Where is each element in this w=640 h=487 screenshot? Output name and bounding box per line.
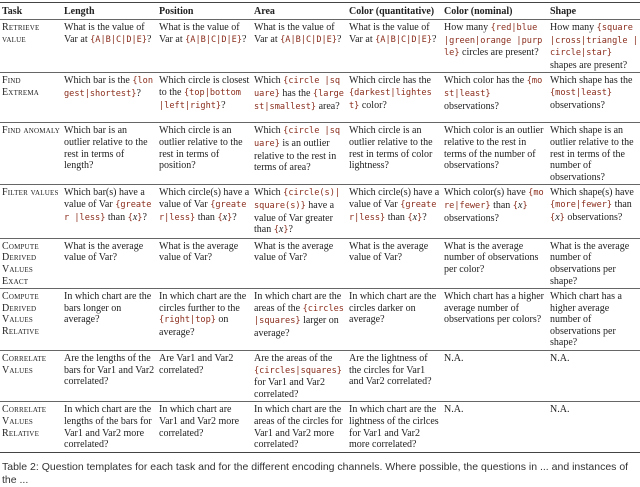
template-text: ?	[432, 33, 437, 45]
template-text: ?	[242, 33, 247, 45]
template-placeholder: {red|blue |green|orange |purple}	[444, 23, 543, 59]
table-header-row	[0, 3, 640, 20]
question-template	[347, 123, 442, 185]
template-text: What is the average value of Var?	[159, 240, 239, 264]
template-placeholder: }	[227, 212, 233, 223]
template-text: Which shape has the	[550, 75, 633, 87]
template-text: Which chart has a higher average number of observations per shape?	[550, 291, 622, 349]
question-template	[157, 73, 252, 123]
task-name: Correlate Values Relative	[2, 404, 47, 439]
template-placeholder: {top|bottom |left|right}	[159, 87, 241, 111]
template-placeholder: {circle(s)| square(s)}	[254, 188, 341, 211]
template-placeholder: {most|least}	[550, 87, 613, 98]
template-text: Which	[254, 75, 284, 87]
template-placeholder: }	[522, 200, 528, 211]
question-template	[442, 185, 548, 238]
question-template	[252, 289, 347, 351]
template-text: N.A.	[444, 353, 464, 365]
template-text: Which color is an outlier relative to the rest in terms of the number of observations?	[444, 125, 544, 172]
question-template	[252, 73, 347, 123]
template-placeholder: {greater |less}	[64, 199, 152, 223]
template-placeholder: {circles|squares}	[254, 365, 342, 376]
template-text: N.A.	[550, 404, 570, 416]
template-text: What is the average number of observations per shape?	[550, 240, 630, 287]
question-template	[548, 20, 640, 73]
template-text: area?	[316, 100, 340, 112]
question-template	[347, 20, 442, 73]
question-template	[347, 351, 442, 402]
template-placeholder: }	[417, 212, 423, 223]
question-template	[548, 73, 640, 123]
question-template	[347, 185, 442, 238]
template-placeholder: {	[407, 212, 413, 223]
math-variable: x	[555, 211, 560, 223]
question-template	[157, 20, 252, 73]
question-template	[157, 123, 252, 185]
question-template	[157, 185, 252, 238]
template-text: larger on average?	[254, 315, 339, 339]
table-row	[0, 185, 640, 238]
table-row	[0, 402, 640, 452]
question-template	[62, 238, 157, 288]
question-template	[62, 402, 157, 452]
question-template	[157, 238, 252, 288]
template-placeholder: {A|B|C|D|E}	[375, 34, 433, 45]
template-text: In which chart are Var1 and Var2 more correlated?	[159, 404, 240, 439]
template-placeholder: {largest|smallest}	[254, 88, 344, 112]
template-text: Are the areas of the	[254, 353, 333, 365]
template-text: What is the average value of Var?	[64, 240, 144, 264]
template-placeholder: {	[273, 225, 279, 236]
template-placeholder: }	[283, 225, 289, 236]
question-template	[347, 289, 442, 351]
template-text: Which color has the	[444, 75, 527, 87]
template-text: What is the average value of Var?	[254, 240, 334, 264]
question-template	[252, 185, 347, 238]
template-text: ?	[232, 211, 237, 223]
question-template	[548, 185, 640, 238]
template-text: Which circle is closest to the	[159, 75, 250, 98]
task-name: Find Extrema	[2, 75, 40, 98]
template-placeholder: {circle |square}	[254, 76, 341, 99]
question-template	[442, 402, 548, 452]
template-text: N.A.	[550, 353, 570, 365]
template-text: In which chart are the lengths of the bars for Var1 and Var2 more correlated?	[64, 404, 152, 451]
template-placeholder: {darkest|lightest}	[349, 87, 432, 111]
template-text: have a value of Var greater than	[254, 199, 335, 236]
template-placeholder: {	[512, 200, 518, 211]
template-placeholder: {more|fewer}	[550, 199, 613, 210]
template-text: Which shape is an outlier relative to the rest in terms of the number of observations?	[550, 125, 634, 183]
template-text: observations?	[550, 99, 605, 111]
question-template	[252, 238, 347, 288]
template-text: What is the average value of Var?	[349, 240, 429, 264]
template-text: In which chart are the circles darker on average?	[349, 291, 437, 326]
template-text: In which chart are the areas of the circles for Var1 and Var2 more correlated?	[254, 404, 343, 451]
template-text: observations?	[444, 212, 499, 224]
template-text: circles are present?	[459, 47, 539, 59]
task-name: Compute Derived Values Relative	[2, 291, 40, 337]
question-template	[62, 123, 157, 185]
template-placeholder: {greater|less}	[349, 199, 437, 223]
question-template	[347, 73, 442, 123]
template-text: Which shape(s) have	[550, 187, 634, 199]
template-placeholder: {A|B|C|D|E}	[185, 34, 243, 45]
question-template	[442, 20, 548, 73]
question-template	[442, 123, 548, 185]
column-header: Color (nominal)	[444, 6, 513, 17]
template-text: ?	[147, 33, 152, 45]
question-template	[157, 402, 252, 452]
template-text: Which bar(s) have a value of Var	[64, 187, 145, 210]
question-template	[252, 351, 347, 402]
task-name: Retrieve value	[2, 22, 40, 45]
column-header: Task	[2, 6, 23, 17]
question-template	[252, 20, 347, 73]
template-placeholder: {	[127, 212, 133, 223]
question-template	[548, 238, 640, 288]
question-template	[157, 351, 252, 402]
template-text: than	[195, 211, 218, 223]
question-template	[62, 20, 157, 73]
template-placeholder: {square |cross|triangle |circle|star}	[550, 23, 638, 59]
template-text: Which circle has the	[349, 75, 431, 87]
template-text: ?	[337, 33, 342, 45]
template-text: Which bar is the	[64, 75, 133, 87]
template-text: In which chart are the areas of the	[254, 291, 342, 314]
question-template	[548, 402, 640, 452]
question-template	[62, 289, 157, 351]
template-text: In which chart are the circles further to the	[159, 291, 247, 314]
template-text: observations?	[444, 100, 499, 112]
template-text: Which	[254, 125, 284, 137]
template-text: ?	[142, 211, 147, 223]
template-text: ?	[288, 224, 293, 236]
template-text: color?	[359, 99, 387, 111]
template-text: shapes are present?	[550, 59, 628, 71]
column-header: Shape	[550, 6, 577, 17]
question-template	[62, 185, 157, 238]
template-text: observations?	[564, 211, 623, 223]
template-placeholder: {most|least}	[444, 76, 543, 99]
template-text: What is the average number of observations per color?	[444, 240, 539, 275]
template-text: Which	[254, 187, 284, 199]
table-row	[0, 20, 640, 73]
math-variable: x	[278, 224, 284, 236]
template-placeholder: {more|fewer}	[444, 188, 544, 211]
table-row	[0, 289, 640, 351]
math-variable: x	[222, 211, 228, 223]
template-text: What is the value of Var at	[254, 22, 335, 45]
template-placeholder: }	[137, 212, 143, 223]
task-name: Compute Derived Values Exact	[2, 240, 39, 287]
question-template	[62, 73, 157, 123]
question-template	[252, 402, 347, 452]
template-text: ?	[422, 211, 427, 223]
task-name: Find anomaly	[2, 125, 60, 137]
math-variable: x	[412, 211, 418, 223]
template-placeholder: {	[217, 212, 223, 223]
question-templates-table	[0, 2, 640, 453]
template-text: What is the value of Var at	[64, 22, 145, 45]
template-text: What is the value of Var at	[159, 22, 240, 45]
template-text: Are Var1 and Var2 correlated?	[159, 353, 234, 376]
table-row	[0, 123, 640, 185]
template-text: Which circle(s) have a value of Var	[349, 187, 440, 210]
template-placeholder: {longest|shortest}	[64, 76, 154, 99]
template-placeholder: {	[550, 212, 556, 223]
template-placeholder: {right|top}	[159, 315, 216, 326]
question-template	[442, 238, 548, 288]
task-name: Correlate Values	[2, 353, 47, 376]
template-text: In which chart are the bars longer on average?	[64, 291, 152, 326]
question-template	[442, 73, 548, 123]
template-placeholder: {greater|less}	[159, 199, 247, 223]
template-text: What is the value of Var at	[349, 22, 430, 45]
template-text: than	[612, 198, 632, 210]
table-row	[0, 238, 640, 288]
template-placeholder: {circle |square}	[254, 126, 341, 149]
template-placeholder: {circles |squares}	[254, 303, 344, 327]
template-text: Which circle(s) have a value of Var	[159, 187, 250, 210]
template-text: Which color(s) have	[444, 187, 529, 199]
template-text: How many	[444, 22, 491, 33]
question-template	[442, 351, 548, 402]
column-header: Length	[64, 6, 95, 17]
template-text: on average?	[159, 314, 229, 338]
template-text: Which bar is an outlier relative to the rest in terms of length?	[64, 125, 148, 172]
question-template	[442, 289, 548, 351]
math-variable: x	[132, 211, 138, 223]
template-text: Which circle is an outlier relative to the rest in terms of color lightness?	[349, 125, 433, 172]
task-name: Filter values	[2, 187, 59, 199]
template-text: has the	[279, 87, 313, 99]
template-text: Which chart has a higher average number of observations per colors?	[444, 291, 544, 326]
template-placeholder: }	[559, 212, 565, 223]
template-placeholder: {A|B|C|D|E}	[90, 34, 148, 45]
template-text: In which chart are the lightness of the cirlces for Var1 and Var2 more correlated?	[349, 404, 439, 451]
template-text: than	[105, 211, 128, 223]
question-template	[62, 351, 157, 402]
question-template	[548, 289, 640, 351]
column-header: Color (quantitative)	[349, 6, 435, 17]
template-text: ?	[136, 87, 141, 99]
table-row	[0, 73, 640, 123]
question-template	[347, 402, 442, 452]
template-text: is an outlier relative to the rest in terms of area?	[254, 137, 337, 174]
template-text: How many	[550, 22, 597, 33]
template-text: Which circle is an outlier relative to the rest in terms of position?	[159, 125, 243, 172]
template-text: Are the lightness of the circles for Var1 and Var2 correlated?	[349, 353, 432, 388]
template-placeholder: {A|B|C|D|E}	[280, 34, 338, 45]
question-template	[252, 123, 347, 185]
template-text: than	[490, 199, 513, 211]
question-template	[157, 289, 252, 351]
question-template	[548, 123, 640, 185]
column-header: Position	[159, 6, 194, 17]
template-text: ?	[221, 99, 226, 111]
template-text: than	[385, 211, 408, 223]
question-template	[548, 351, 640, 402]
template-text: for Var1 and Var2 correlated?	[254, 377, 326, 400]
column-header: Area	[254, 6, 275, 17]
table-row	[0, 351, 640, 402]
math-variable: x	[517, 199, 523, 211]
template-text: N.A.	[444, 404, 464, 416]
question-template	[347, 238, 442, 288]
template-text: Are the lengths of the bars for Var1 and Var2 correlated?	[64, 353, 155, 388]
table-caption: Table 2: Question templates for each task and for the different encoding channels. Where possible, the questions in ... and instances of the ...	[2, 460, 629, 486]
